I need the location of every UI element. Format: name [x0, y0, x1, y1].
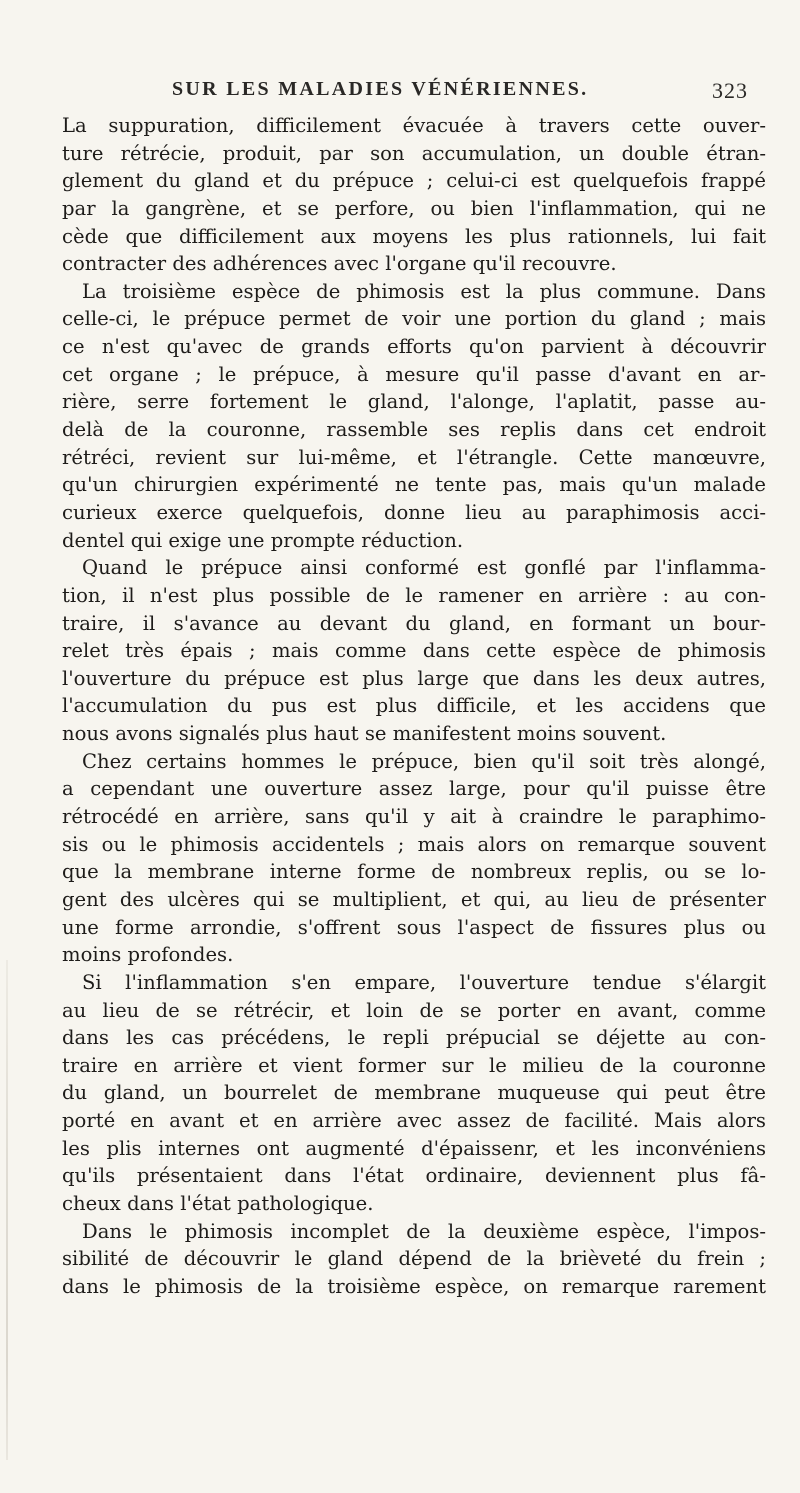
text-line: l'ouverture du prépuce est plus large que dans les deux autres, [62, 666, 766, 690]
page-number: 323 [712, 78, 748, 103]
text-line: ture rétrécie, produit, par son accumulation, un double étran- [62, 141, 766, 165]
text-line: La troisième espèce de phimosis est la plus commune. Dans [82, 279, 766, 303]
text-line: cheux dans l'état pathologique. [62, 1191, 374, 1215]
text-line: curieux exerce quelquefois, donne lieu au paraphimosis acci- [62, 500, 766, 524]
text-line: Si l'inflammation s'en empare, l'ouverture tendue s'élargit [82, 970, 766, 994]
text-line: rétréci, revient sur lui-même, et l'étrangle. Cette manœuvre, [62, 445, 766, 469]
running-title: SUR LES MALADIES VÉNÉRIENNES. [172, 78, 589, 100]
text-line: dans les cas précédens, le repli prépucial se déjette au con- [62, 1026, 766, 1050]
text-line: dans le phimosis de la troisième espèce, on remarque rarement [62, 1274, 766, 1298]
text-line: une forme arrondie, s'offrent sous l'aspect de fissures plus ou [62, 915, 766, 939]
text-line: qu'ils présentaient dans l'état ordinaire, deviennent plus fâ- [62, 1164, 766, 1188]
page-header [0, 78, 800, 108]
text-line: dentel qui exige une prompte réduction. [62, 528, 464, 552]
text-line: Chez certains hommes le prépuce, bien qu'il soit très alongé, [82, 749, 766, 773]
text-line: glement du gland et du prépuce ; celui-ci est quelquefois frappé [62, 169, 766, 193]
text-line: cet organe ; le prépuce, à mesure qu'il passe d'avant en ar- [62, 362, 766, 386]
text-line: rière, serre fortement le gland, l'alonge, l'aplatit, passe au- [62, 390, 766, 414]
text-line: contracter des adhérences avec l'organe qu'il recouvre. [62, 252, 617, 276]
text-line: Quand le prépuce ainsi conformé est gonflé par l'inflamma- [82, 556, 766, 580]
text-line: ce n'est qu'avec de grands efforts qu'on parvient à découvrir [62, 335, 766, 359]
page-edge-shadow [6, 960, 8, 1460]
text-line: l'accumulation du pus est plus difficile, et les accidens que [62, 694, 766, 718]
text-line: au lieu de se rétrécir, et loin de se porter en avant, comme [62, 998, 766, 1022]
text-line: Dans le phimosis incomplet de la deuxième espèce, l'impos- [82, 1219, 766, 1243]
text-line: delà de la couronne, rassemble ses replis dans cet endroit [62, 418, 766, 442]
text-line: tion, il n'est plus possible de le ramener en arrière : au con- [62, 583, 766, 607]
text-line: porté en avant et en arrière avec assez de facilité. Mais alors [62, 1109, 766, 1133]
text-line: traire, il s'avance au devant du gland, en formant un bour- [62, 611, 766, 635]
text-line: traire en arrière et vient former sur le milieu de la couronne [62, 1053, 766, 1077]
text-line: sibilité de découvrir le gland dépend de la brièveté du frein ; [62, 1247, 766, 1271]
text-line: moins profondes. [62, 943, 234, 967]
text-line: les plis internes ont augmenté d'épaissenr, et les inconvéniens [62, 1136, 766, 1160]
text-line: gent des ulcères qui se multiplient, et qui, au lieu de présenter [62, 887, 766, 911]
text-line: sis ou le phimosis accidentels ; mais alors on remarque souvent [62, 832, 766, 856]
text-line: qu'un chirurgien expérimenté ne tente pas, mais qu'un malade [62, 473, 766, 497]
text-line: La suppuration, difficilement évacuée à travers cette ouver- [62, 114, 766, 137]
text-line: par la gangrène, et se perfore, ou bien l'inflammation, qui ne [62, 196, 766, 220]
text-line: du gland, un bourrelet de membrane muqueuse qui peut être [62, 1081, 766, 1105]
text-line: cède que difficilement aux moyens les plus rationnels, lui fait [62, 224, 766, 248]
text-line: nous avons signalés plus haut se manifestent moins souvent. [62, 722, 667, 746]
text-line: que la membrane interne forme de nombreux replis, ou se lo- [62, 860, 766, 884]
body-text [62, 112, 766, 1301]
text-line: rétrocédé en arrière, sans qu'il y ait à craindre le paraphimo- [62, 805, 766, 829]
text-line: celle-ci, le prépuce permet de voir une portion du gland ; mais [62, 307, 766, 331]
text-line: a cependant une ouverture assez large, pour qu'il puisse être [62, 777, 766, 801]
text-line: relet très épais ; mais comme dans cette espèce de phimosis [62, 639, 766, 663]
